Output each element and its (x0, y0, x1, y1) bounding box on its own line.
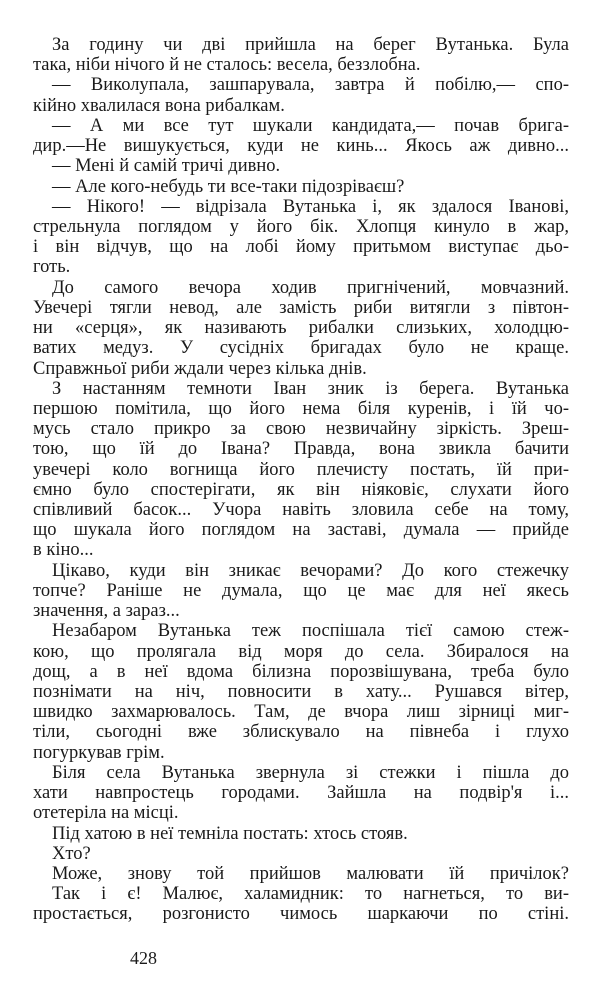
text-line: кою, що пролягала від моря до села. Збиралося на (33, 641, 569, 662)
text-line: Цікаво, куди він зникає вечорами? До кого стежечку (52, 560, 569, 581)
text-line: — Нікого! — відрізала Вутанька і, як здалося Іванові, (52, 196, 569, 217)
text-line: Увечері тягли невод, але замість риби витягли з півтон- (33, 297, 569, 318)
text-line: дощ, а в неї вдома білизна порозвішувана, треба було (33, 661, 569, 682)
text-line: стрельнула поглядом у його бік. Хлопця кинуло в жар, (33, 216, 569, 237)
text-line: ємно було спостерігати, як він ніяковіє, слухати його (33, 479, 569, 500)
text-line: увечері коло вогнища його плечисту постать, їй при- (33, 459, 569, 480)
text-line: Може, знову той прийшов малювати їй причілок? (52, 863, 569, 884)
text-line: і він відчув, що на лобі йому притьмом виступає дьо- (33, 237, 569, 258)
text-line: Під хатою в неї темніла постать: хтось стояв. (52, 823, 408, 844)
text-line: — Виколупала, зашпарувала, завтра й побілю,— спо- (52, 75, 569, 96)
text-line: З настанням темноти Іван зник із берега. Вутанька (52, 378, 569, 399)
text-line: що шукала його поглядом на заставі, думала — прийде (33, 520, 569, 541)
text-line: познімати на ніч, повносити в хату... Рушався вітер, (33, 682, 569, 702)
text-line: дир.—Не вишукується, куди не кинь... Якось аж дивно... (33, 136, 569, 157)
text-line: отетеріла на місці. (33, 803, 179, 824)
text-line: в кіно... (33, 540, 94, 561)
text-line: — А ми все тут шукали кандидата,— почав бригa- (52, 115, 569, 136)
text-line: кійно хвалилася вона рибалкам. (33, 95, 285, 116)
page-number: 428 (130, 948, 157, 968)
text-line: Незабаром Вутанька теж поспішала тієї самою стеж- (52, 621, 569, 642)
text-line: Так і є! Малює, халамидник: то нагнеться, то ви- (52, 884, 569, 905)
text-line: першою помітила, що його нема біля куренів, і їй чо- (33, 398, 569, 419)
text-line: швидко захмарювалось. Там, де вчора лиш зірниці миг- (33, 702, 569, 723)
text-line: — Але кого-небудь ти все-таки підозріваєш? (52, 176, 405, 197)
text-line: простається, розгонисто чимось шаркаючи по стіні. (33, 904, 569, 925)
text-line: Біля села Вутанька звернула зі стежки і пішла до (52, 762, 569, 783)
text-line: За годину чи дві прийшла на берег Вутанька. Була (52, 35, 569, 55)
text-line: погуркував грім. (33, 742, 165, 763)
text-line: така, ніби нічого й не сталось: весела, беззлобна. (33, 55, 421, 76)
text-line: співливий басок... Учора навіть зловила себе на тому, (33, 500, 569, 521)
text-line: — Мені й самій тричі дивно. (52, 156, 281, 177)
text-line: Хто? (52, 843, 91, 864)
text-line: значення, а зараз... (33, 601, 180, 622)
text-line: Справжньої риби ждали через кілька днів. (33, 358, 367, 379)
text-line: тою, що їй до Івана? Правда, вона звикла бачити (33, 439, 569, 460)
text-line: готь. (33, 257, 71, 278)
text-line: хати навпростець городами. Зайшла на подвір'я і... (33, 783, 569, 804)
book-page-text (33, 35, 569, 925)
text-line: До самого вечора ходив пригнічений, мовчазний. (52, 277, 569, 298)
text-line: мусь стало прикро за свою незвичайну зіркість. Зреш- (33, 419, 569, 440)
text-line: топче? Раніше не думала, що це має для неї якесь (33, 580, 569, 601)
text-line: тіли, сьогодні вже зблискувало на півнеба і глухо (33, 722, 569, 743)
text-line: ватих медуз. У сусідніх бригадах було не краще. (33, 338, 569, 359)
text-line: ни «серця», як називають рибалки слизьких, холодцю- (33, 318, 569, 339)
